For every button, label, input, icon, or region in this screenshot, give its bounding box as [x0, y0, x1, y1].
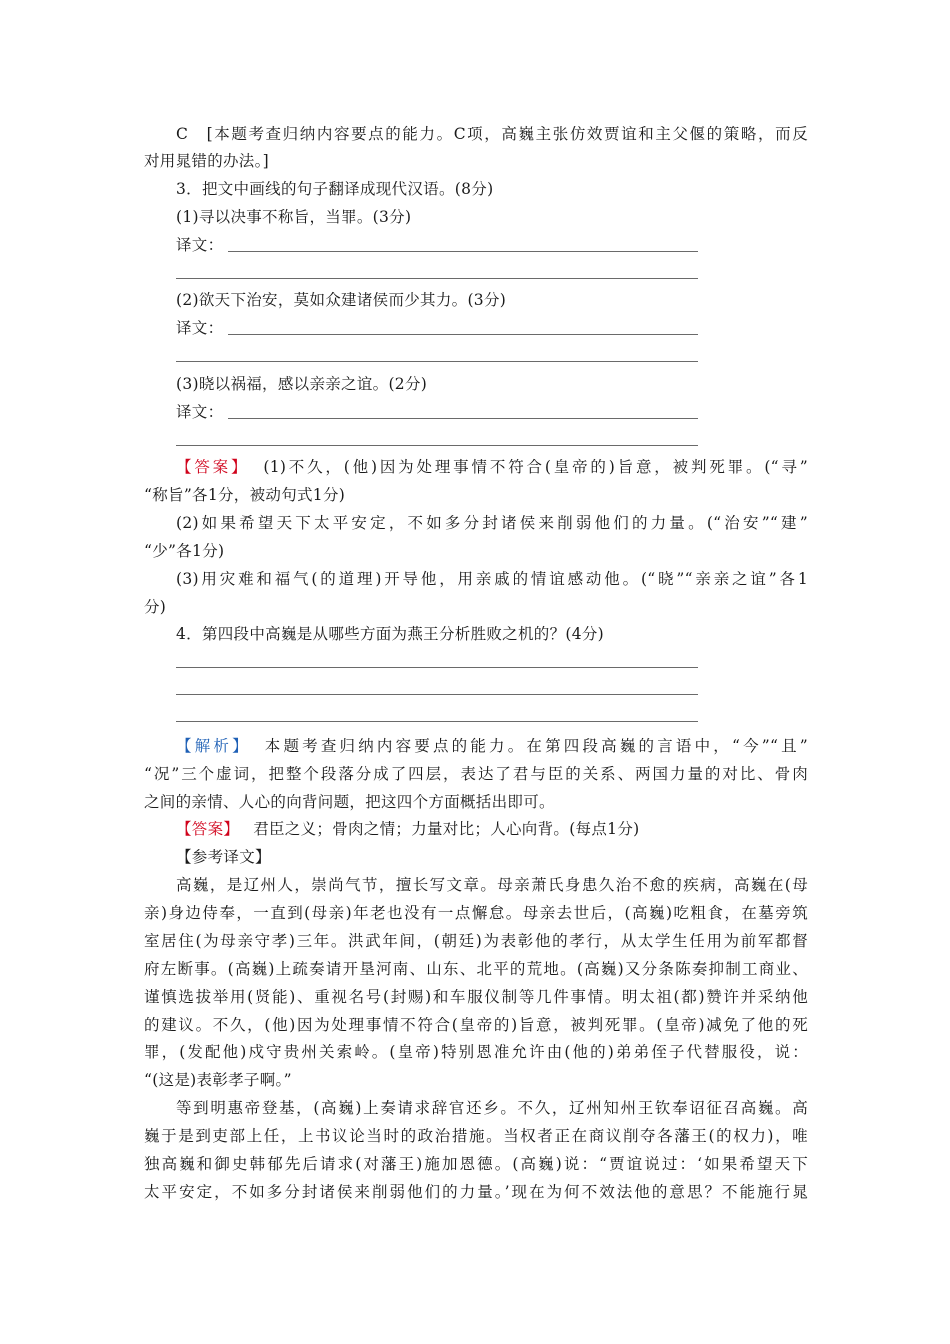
answer-blank-line[interactable]	[228, 334, 698, 335]
translation-label: 译文：	[176, 319, 224, 337]
answer-line	[176, 457, 808, 477]
translation-label: 译文：	[176, 236, 224, 254]
translation-paragraph-line: 独高巍和御史韩郁先后请求(对藩王)施加恩德。(高巍)说：“贾谊说过：‘如果希望天下	[144, 1155, 808, 1173]
translation-paragraph-line: 罪，(发配他)戍守贵州关索岭。(皇帝)特别恩准允许由(他的)弟弟侄子代替服役，说：	[144, 1043, 808, 1061]
answer-text: (1)不久，(他)因为处理事情不符合(皇帝的)旨意，被判死罪。(“寻”	[263, 458, 808, 476]
answer-line: 分)	[144, 598, 167, 616]
answer-line: (2)如果希望天下太平安定，不如多分封诸侯来削弱他们的力量。(“治安”“建”	[176, 514, 808, 532]
answer-tag: 【答案】	[176, 458, 250, 476]
answer-line: “少”各1分)	[144, 542, 225, 560]
answer-blank-line[interactable]	[176, 694, 698, 695]
answer-tag: 【答案】	[176, 820, 240, 838]
answer-blank-line[interactable]	[228, 251, 698, 252]
answer-blank-line[interactable]	[176, 361, 698, 362]
translation-paragraph-line: 高巍，是辽州人，崇尚气节，擅长写文章。母亲萧氏身患久治不愈的疾病，高巍在(母	[176, 876, 808, 894]
answer-blank-line[interactable]	[228, 418, 698, 419]
answer-line	[176, 819, 808, 839]
answer-text: 君臣之义；骨肉之情；力量对比；人心向背。(每点1分)	[253, 820, 640, 838]
analysis-line: 之间的亲情、人心的向背问题，把这四个方面概括出即可。	[144, 793, 555, 811]
answer-blank-line[interactable]	[176, 721, 698, 722]
analysis-tag: 【解析】	[176, 737, 251, 755]
question-3-sub-3: (3)晓以祸福，感以亲亲之谊。(2分)	[176, 375, 428, 393]
question-3-sub-2: (2)欲天下治安，莫如众建诸侯而少其力。(3分)	[176, 291, 507, 309]
question-4-title: 4．第四段中高巍是从哪些方面为燕王分析胜败之机的？(4分)	[176, 625, 605, 643]
translation-paragraph-line: 等到明惠帝登基，(高巍)上奏请求辞官还乡。不久，辽州知州王钦奉诏征召高巍。高	[176, 1099, 808, 1117]
answer-blank-line[interactable]	[176, 278, 698, 279]
translation-paragraph-line: “(这是)表彰孝子啊。”	[144, 1071, 292, 1089]
translation-label: 译文：	[176, 403, 224, 421]
analysis-line: “况”三个虚词，把整个段落分成了四层，表达了君与臣的关系、两国力量的对比、骨肉	[144, 765, 808, 783]
translation-paragraph-line: 府左断事。(高巍)上疏奏请开垦河南、山东、北平的荒地。(高巍)又分条陈奏抑制工商业、	[144, 960, 808, 978]
reference-translation-heading: 【参考译文】	[176, 848, 271, 866]
answer-line: (3)用灾难和福气(的道理)开导他，用亲戚的情谊感动他。(“晓”“亲亲之谊”各1	[176, 570, 808, 588]
translation-paragraph-line: 谨慎选拔举用(贤能)、重视名号(封赐)和车服仪制等几件事情。明太祖(都)赞许并采纳他	[144, 988, 808, 1006]
question-3-sub-1: (1)寻以决事不称旨，当罪。(3分)	[176, 208, 412, 226]
question-3-title: 3．把文中画线的句子翻译成现代汉语。(8分)	[176, 180, 494, 198]
answer-blank-line[interactable]	[176, 445, 698, 446]
analysis-line	[176, 736, 808, 756]
answer-explanation-line: 对用晁错的办法。]	[144, 152, 269, 170]
translation-paragraph-line: 的建议。不久，(他)因为处理事情不符合(皇帝的)旨意，被判死罪。(皇帝)减免了他的死	[144, 1016, 808, 1034]
answer-line: “称旨”各1分，被动句式1分)	[144, 486, 346, 504]
translation-paragraph-line: 巍于是到吏部上任，上书议论当时的政治措施。当权者正在商议削夺各藩王(的权力)，唯	[144, 1127, 808, 1145]
translation-paragraph-line: 室居住(为母亲守孝)三年。洪武年间，(朝廷)为表彰他的孝行，从太学生任用为前军都督	[144, 932, 808, 950]
translation-paragraph-line: 亲)身边侍奉，一直到(母亲)年老也没有一点懈怠。母亲去世后，(高巍)吃粗食，在墓旁筑	[144, 904, 808, 922]
translation-paragraph-line: 太平安定，不如多分封诸侯来削弱他们的力量。’现在为何不效法他的意思？不能施行晁	[144, 1183, 808, 1201]
analysis-text: 本题考查归纳内容要点的能力。在第四段高巍的言语中，“今”“且”	[264, 737, 809, 755]
answer-blank-line[interactable]	[176, 667, 698, 668]
answer-explanation-line: C [本题考查归纳内容要点的能力。C项，高巍主张仿效贾谊和主父偃的策略，而反	[176, 125, 808, 143]
